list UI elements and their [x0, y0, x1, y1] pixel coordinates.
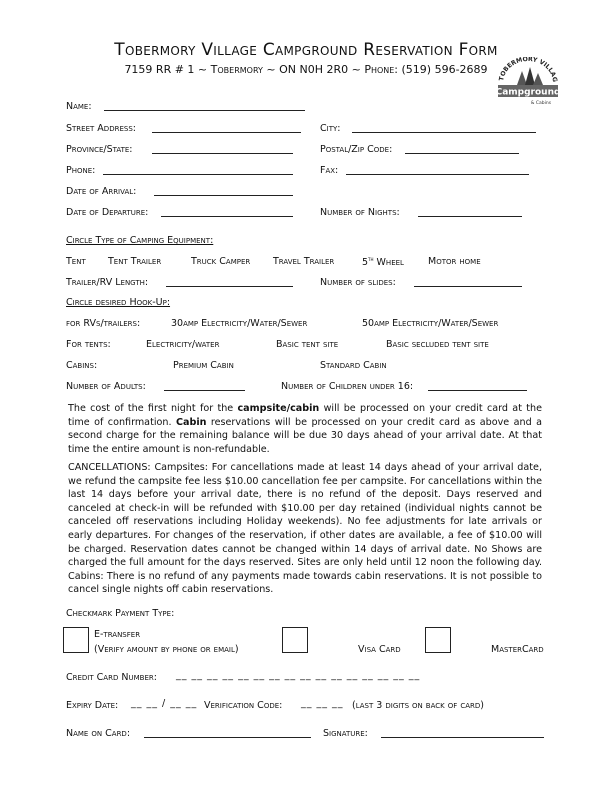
address-line: 7159 RR # 1 ~ Tobermory ~ ON N0H 2R0 ~ Phone: (519) 596-2689	[124, 63, 488, 76]
slides-field[interactable]	[414, 286, 522, 287]
rv-label: for RVs/trailers:	[66, 318, 141, 329]
fax-field[interactable]	[346, 174, 529, 175]
city-field[interactable]	[352, 132, 536, 133]
tents-label: For tents:	[66, 339, 111, 350]
adults-label: Number of Adults:	[66, 381, 146, 392]
verification-field[interactable]: __ __ __	[301, 698, 344, 709]
logo-top-text: TOBERMORY VILLAG	[498, 57, 559, 83]
option-rv-30amp[interactable]: 30amp Electricity/Water/Sewer	[171, 318, 308, 329]
verification-label: Verification Code:	[204, 700, 283, 711]
fifth-wheel-text: Wheel	[376, 257, 404, 269]
option-tent[interactable]: Tent	[66, 256, 86, 267]
mastercard-checkbox[interactable]	[425, 627, 451, 653]
arrival-label: Date of Arrival:	[66, 186, 137, 197]
campground-logo	[497, 57, 559, 109]
verification-note: (last 3 digits on back of card)	[352, 700, 484, 711]
option-rv-50amp[interactable]: 50amp Electricity/Water/Sewer	[362, 318, 499, 329]
departure-label: Date of Departure:	[66, 207, 149, 218]
logo-main-text: Campground	[497, 87, 559, 98]
cc-number-label: Credit Card Number:	[66, 672, 157, 683]
fifth-wheel-sup: th	[368, 256, 374, 263]
name-on-card-field[interactable]	[144, 737, 311, 738]
etransfer-note: (Verify amount by phone or email)	[94, 644, 239, 655]
payment-heading: Checkmark Payment Type:	[66, 608, 175, 619]
name-on-card-label: Name on Card:	[66, 728, 131, 739]
logo-bottom-text: & Cabins	[530, 101, 552, 106]
trailer-length-field[interactable]	[166, 286, 293, 287]
policy-bold-cabin: Cabin	[175, 416, 207, 428]
option-tent-trailer[interactable]: Tent Trailer	[108, 256, 162, 267]
province-field[interactable]	[152, 153, 293, 154]
children-field[interactable]	[428, 390, 527, 391]
phone-field[interactable]	[103, 174, 293, 175]
nights-field[interactable]	[418, 216, 522, 217]
option-motor-home[interactable]: Motor home	[428, 256, 481, 267]
option-standard-cabin[interactable]: Standard Cabin	[320, 360, 387, 371]
option-travel-trailer[interactable]: Travel Trailer	[273, 256, 335, 267]
policy-bold-campsite-cabin: campsite/cabin	[237, 403, 320, 414]
policy-text-1: The cost of the first night for the	[68, 403, 238, 414]
signature-field[interactable]	[381, 737, 544, 738]
arrival-field[interactable]	[154, 195, 293, 196]
option-tent-electricity[interactable]: Electricity/water	[146, 339, 220, 350]
cabins-label: Cabins:	[66, 360, 98, 371]
form-title: Tobermory Village Campground Reservation Form	[114, 40, 498, 60]
visa-checkbox[interactable]	[282, 627, 308, 653]
city-label: City:	[320, 123, 341, 134]
street-label: Street Address:	[66, 123, 136, 134]
trailer-length-label: Trailer/RV Length:	[66, 277, 149, 288]
postal-label: Postal/Zip Code:	[320, 144, 393, 155]
mastercard-label: MasterCard	[491, 644, 544, 655]
policy-text-2: will be processed on your credit card at the time of confirmation.	[68, 403, 542, 428]
fax-label: Fax:	[320, 165, 339, 176]
adults-field[interactable]	[164, 390, 245, 391]
province-label: Province/State:	[66, 144, 133, 155]
etransfer-checkbox[interactable]	[63, 627, 89, 653]
children-label: Number of Children under 16:	[281, 381, 414, 392]
visa-label: Visa Card	[358, 644, 401, 655]
nights-label: Number of Nights:	[320, 207, 400, 218]
option-secluded-tent[interactable]: Basic secluded tent site	[386, 339, 489, 350]
hookup-heading: Circle desired Hook-Up:	[66, 297, 171, 308]
payment-policy-paragraph	[68, 402, 542, 456]
option-truck-camper[interactable]: Truck Camper	[191, 256, 251, 267]
logo-graphic	[497, 57, 559, 109]
name-field[interactable]	[104, 110, 305, 111]
cc-number-field[interactable]: __ __ __ __ __ __ __ __ __ __ __ __ __ __ __ __	[176, 670, 421, 681]
etransfer-label: E-transfer	[94, 629, 141, 640]
equipment-heading: Circle Type of Camping Equipment:	[66, 235, 214, 246]
fifth-wheel-number: 5	[362, 257, 369, 269]
phone-label: Phone:	[66, 165, 96, 176]
street-field[interactable]	[152, 132, 301, 133]
departure-field[interactable]	[161, 216, 293, 217]
option-basic-tent[interactable]: Basic tent site	[276, 339, 339, 350]
option-fifth-wheel[interactable]	[362, 256, 404, 268]
expiry-field[interactable]: __ __ / __ __	[131, 698, 198, 709]
name-label: Name:	[66, 101, 92, 112]
policy-text-3: reservations will be processed on your credit card as above and a second charge for the remaining balance will be due 30 days ahead of your arrival date. At that time the entire amount is non-refundable.	[68, 416, 542, 455]
signature-label: Signature:	[323, 728, 368, 739]
postal-field[interactable]	[405, 153, 519, 154]
expiry-label: Expiry Date:	[66, 700, 119, 711]
cancellation-policy-paragraph: CANCELLATIONS: Campsites: For cancellations made at least 14 days ahead of your arrival date, we refund the campsite fee less $10.00 cancellation fee per campsite. For cancellations within the last 14 days before your arrival date, there is no refund of the deposit. Days reserved and canceled at check-in will be refunded with $10.00 per day retained (individual nights cannot be canceled off reservations including Holiday weekends). No fee adjustments for late arrivals or early departures. For changes of the reservation, if other dates are available, a fee of $10.00 will be charged. Reservation dates cannot be changed within 14 days of arrival date. No Shows are charged the full amount for the days reserved. Sites are only held until 12 noon the following day. Cabins: There is no refund of any payments made towards cabin reservations. It is not possible to cancel single nights off cabin reservations.	[68, 462, 542, 596]
slides-label: Number of slides:	[320, 277, 396, 288]
option-premium-cabin[interactable]: Premium Cabin	[173, 360, 234, 371]
